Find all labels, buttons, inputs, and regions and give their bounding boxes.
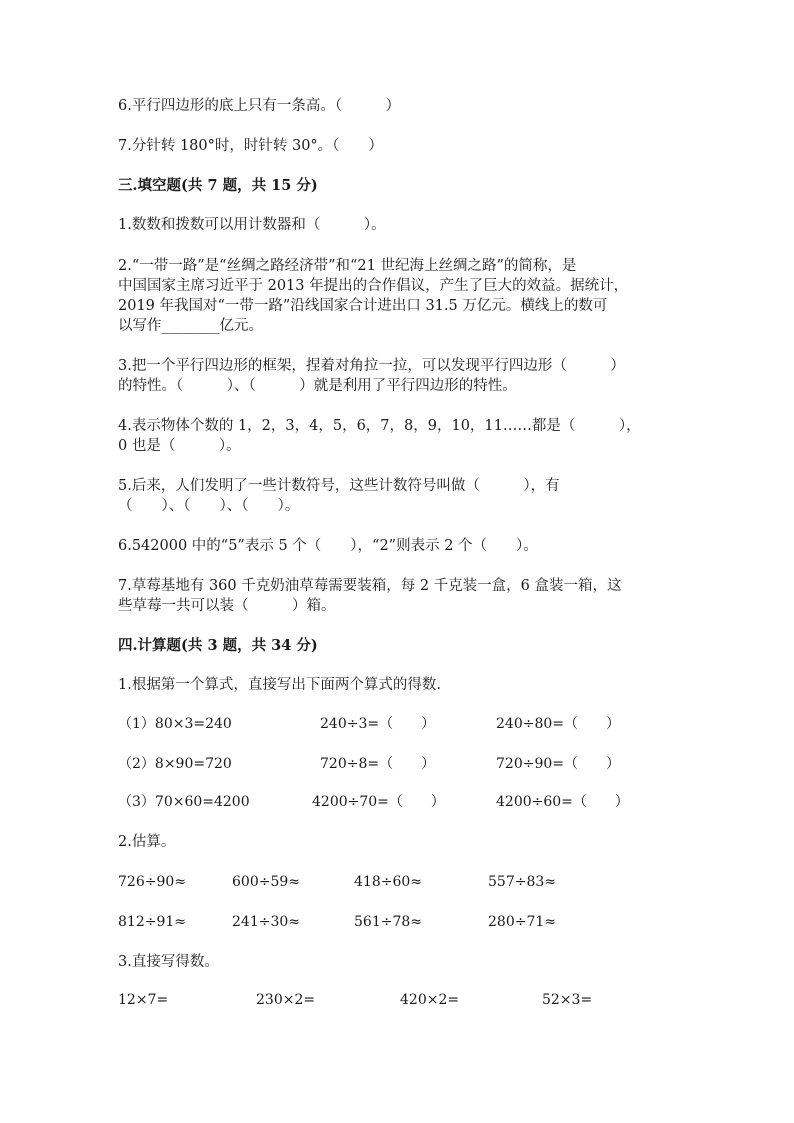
calc-question-2-title: 2.估算。 — [118, 834, 176, 850]
calc-q1-row — [118, 714, 718, 734]
fill-question-2-line-4: 以写作________亿元。 — [118, 318, 263, 334]
fill-question-7-line-2: 些草莓一共可以装（ ）箱。 — [118, 598, 336, 614]
estimate-item: 557÷83≈ — [488, 874, 556, 890]
calc-question-3-title: 3.直接写得数。 — [118, 954, 219, 970]
fill-question-4-line-2: 0 也是（ ）。 — [118, 438, 241, 454]
calc-q1-row — [118, 754, 718, 774]
direct-calc-item: 12×7= — [118, 992, 169, 1008]
fill-question-4-line-1: 4.表示物体个数的 1，2，3，4，5，6，7，8，9，10，11……都是（ ）， — [118, 418, 641, 434]
fill-question-3-line-2: 的特性。（ ）、（ ）就是利用了平行四边形的特性。 — [118, 378, 517, 394]
estimate-item: 812÷91≈ — [118, 914, 186, 930]
estimate-item: 241÷30≈ — [232, 914, 300, 930]
judgment-question-7: 7.分针转 180°时，时针转 30°。（ ） — [118, 138, 383, 154]
fill-question-2-line-3: 2019 年我国对“一带一路”沿线国家合计进出口 31.5 万亿元。横线上的数可 — [118, 298, 608, 314]
fill-question-5-line-2: （ ）、（ ）、（ ）。 — [118, 498, 300, 514]
direct-calc-item: 420×2= — [400, 992, 460, 1008]
calc-q2-row — [118, 872, 718, 892]
calc-q1-given: （3）70×60=4200 — [118, 794, 250, 810]
estimate-item: 600÷59≈ — [232, 874, 300, 890]
estimate-item: 280÷71≈ — [488, 914, 556, 930]
calc-q2-row — [118, 912, 718, 932]
fill-question-3-line-1: 3.把一个平行四边形的框架，捏着对角拉一拉，可以发现平行四边形（ ） — [118, 358, 625, 374]
estimate-item: 561÷78≈ — [354, 914, 422, 930]
direct-calc-item: 52×3= — [542, 992, 593, 1008]
calc-question-1-title: 1.根据第一个算式，直接写出下面两个算式的得数. — [118, 677, 441, 693]
fill-question-1: 1.数数和拨数可以用计数器和（ ）。 — [118, 217, 386, 233]
calc-q1-answer-b: 720÷90=（ ） — [496, 756, 620, 772]
fill-question-6: 6.542000 中的“5”表示 5 个（ ），“2”则表示 2 个（ ）。 — [118, 538, 538, 554]
calc-q1-row — [118, 792, 718, 812]
section-heading-calculation: 四.计算题(共 3 题，共 34 分) — [118, 637, 318, 654]
judgment-question-6: 6.平行四边形的底上只有一条高。（ ） — [118, 98, 401, 114]
fill-question-5-line-1: 5.后来，人们发明了一些计数符号，这些计数符号叫做（ ），有 — [118, 478, 560, 494]
calc-q1-answer-a: 240÷3=（ ） — [320, 716, 436, 732]
fill-question-2-line-2: 中国国家主席习近平于 2013 年提出的合作倡议，产生了巨大的效益。据统计， — [118, 278, 629, 294]
fill-question-7-line-1: 7.草莓基地有 360 千克奶油草莓需要装箱，每 2 千克装一盒，6 盒装一箱，这 — [118, 578, 622, 594]
calc-q1-answer-a: 4200÷70=（ ） — [312, 794, 445, 810]
fill-question-2-line-1: 2.“一带一路”是“丝绸之路经济带”和“21 世纪海上丝绸之路”的简称，是 — [118, 258, 577, 274]
section-heading-fill-blank: 三.填空题(共 7 题，共 15 分) — [118, 177, 318, 194]
calc-q1-answer-b: 240÷80=（ ） — [496, 716, 620, 732]
calc-q1-answer-b: 4200÷60=（ ） — [496, 794, 629, 810]
calc-q1-given: （1）80×3=240 — [118, 716, 232, 732]
estimate-item: 418÷60≈ — [354, 874, 422, 890]
calc-q1-answer-a: 720÷8=（ ） — [320, 756, 436, 772]
estimate-item: 726÷90≈ — [118, 874, 186, 890]
calc-q3-row — [118, 990, 718, 1010]
calc-q1-given: （2）8×90=720 — [118, 756, 232, 772]
direct-calc-item: 230×2= — [256, 992, 316, 1008]
